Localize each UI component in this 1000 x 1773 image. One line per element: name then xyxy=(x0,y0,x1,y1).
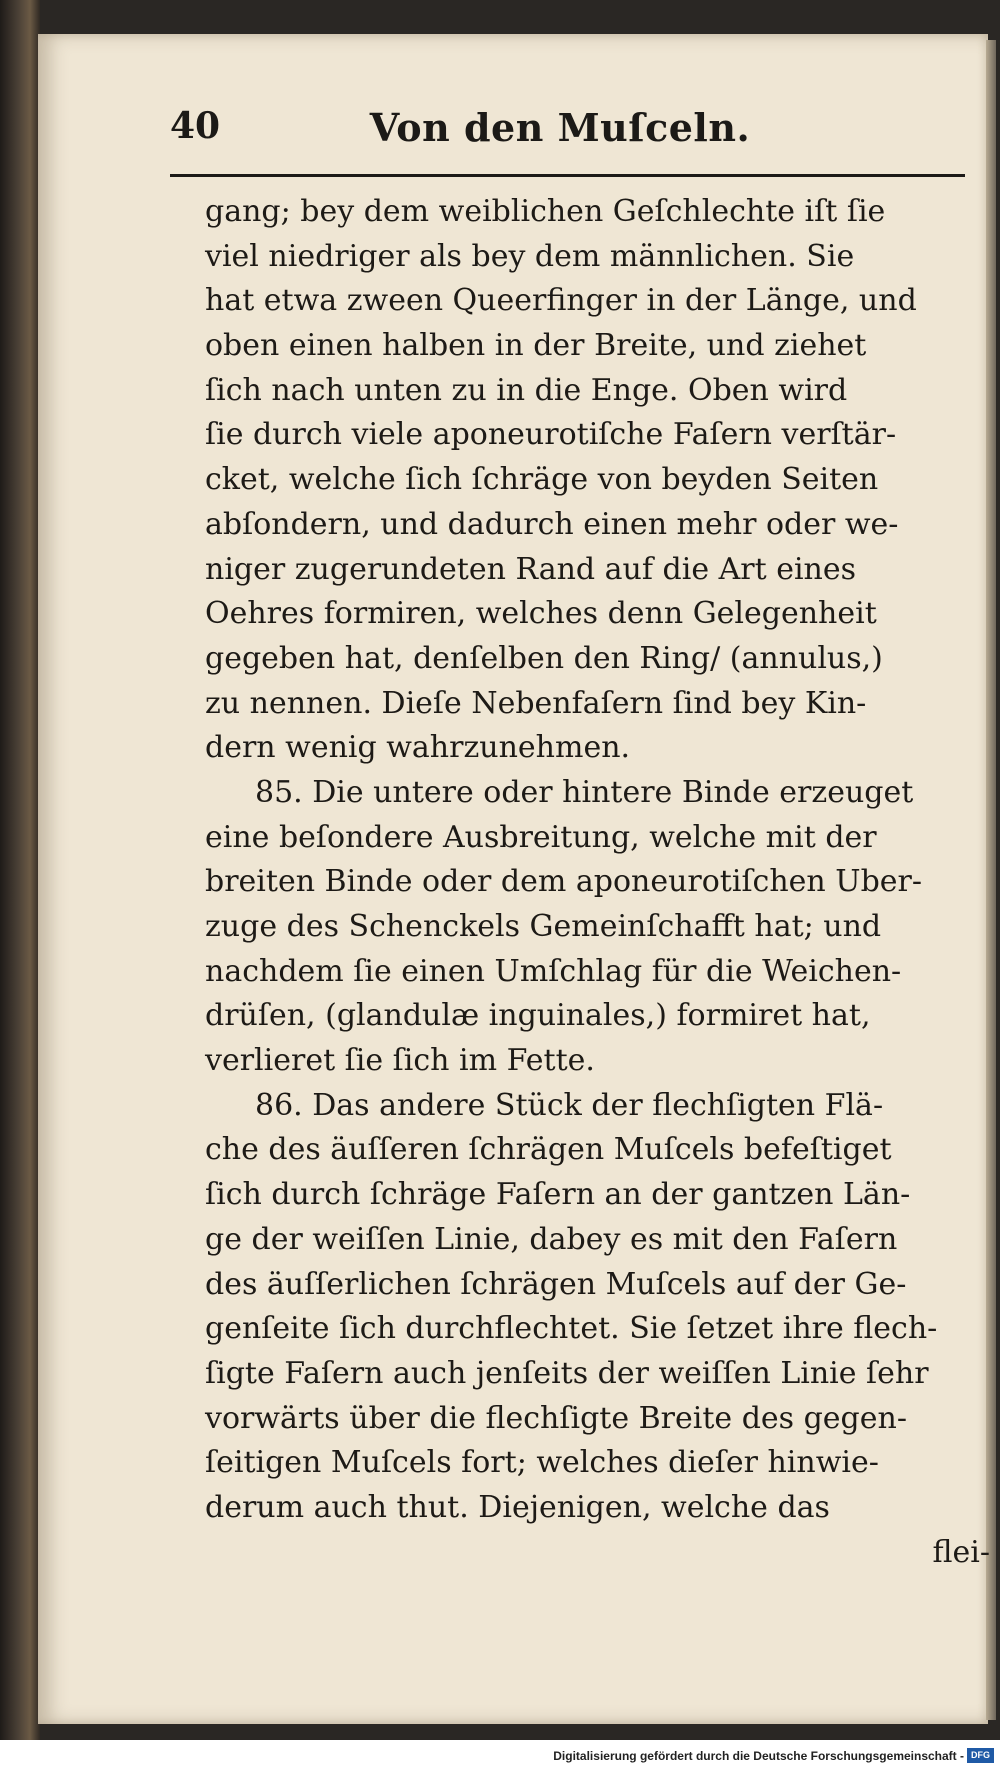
header-rule xyxy=(170,174,965,177)
text-line: zu nennen. Dieſe Nebenfaſern ſind bey Kin- xyxy=(205,685,867,721)
text-line: verlieret ſie ſich im Fette. xyxy=(205,1043,595,1079)
body-text xyxy=(205,190,995,1575)
text-line: zuge des Schenckels Gemeinſchafft hat; und xyxy=(205,909,882,944)
text-line: breiten Binde oder dem aponeurotiſchen Uber- xyxy=(205,864,923,900)
text-line: drüſen, (glandulæ inguinales,) formiret hat, xyxy=(205,998,871,1034)
page-number: 40 xyxy=(170,105,221,147)
text-line: ge der weiſſen Linie, dabey es mit den Faſern xyxy=(205,1221,898,1257)
running-title: Von den Muſceln. xyxy=(369,105,751,150)
text-line: che des äuſſeren ſchrägen Muſcels befeſtiget xyxy=(205,1132,892,1168)
text-line: des äuſſerlichen ſchrägen Muſcels auf der Ge- xyxy=(205,1266,907,1302)
text-line: abſondern, und dadurch einen mehr oder we- xyxy=(205,506,899,542)
book-spine xyxy=(0,0,40,1740)
text-line: vorwärts über die flechſigte Breite des gegen- xyxy=(205,1400,907,1436)
digitization-footer xyxy=(0,1740,1000,1773)
text-line: niger zugerundeten Rand auf die Art eines xyxy=(205,551,857,587)
footer-credit: Digitalisierung gefördert durch die Deutsche Forschungsgemeinschaft - xyxy=(553,1749,964,1763)
text-line: nachdem ſie einen Umſchlag für die Weichen- xyxy=(205,953,902,989)
text-line: eine beſondere Ausbreitung, welche mit der xyxy=(205,819,877,855)
paragraph-85-start: 85. Die untere oder hintere Binde erzeuget xyxy=(255,774,914,810)
text-line: ſeitigen Muſcels fort; welches dieſer hinwie- xyxy=(205,1445,879,1481)
text-line: dern wenig wahrzunehmen. xyxy=(205,730,631,766)
text-line: ſie durch viele aponeurotiſche Faſern verſtär- xyxy=(205,417,897,453)
text-line: genſeite ſich durchflechtet. Sie ſetzet ihre flech- xyxy=(205,1311,938,1347)
text-line: gang; bey dem weiblichen Geſchlechte iſt ſie xyxy=(205,194,886,229)
text-line: hat etwa zween Queerfinger in der Länge, und xyxy=(205,283,917,319)
text-line: ſich nach unten zu in die Enge. Oben wird xyxy=(205,372,848,408)
paragraph-86-start: 86. Das andere Stück der flechſigten Flä- xyxy=(255,1087,884,1123)
text-line: oben einen halben in der Breite, und ziehet xyxy=(205,328,867,364)
text-line: ſich durch ſchräge Faſern an der gantzen Län- xyxy=(205,1177,911,1213)
text-line: Oehres formiren, welches denn Gelegenheit xyxy=(205,596,877,632)
catchword: flei- xyxy=(932,1534,990,1570)
text-line: cket, welche ſich ſchräge von beyden Seiten xyxy=(205,462,879,498)
text-line: derum auch thut. Diejenigen, welche das xyxy=(205,1489,830,1525)
dfg-logo-icon: DFG xyxy=(967,1748,994,1763)
text-line: gegeben hat, denſelben den Ring/ (annulus,) xyxy=(205,640,883,676)
text-line: viel niedriger als bey dem männlichen. Sie xyxy=(205,238,855,274)
text-line: ſigte Faſern auch jenſeits der weiſſen Linie ſehr xyxy=(205,1355,929,1391)
page-header xyxy=(170,105,950,165)
